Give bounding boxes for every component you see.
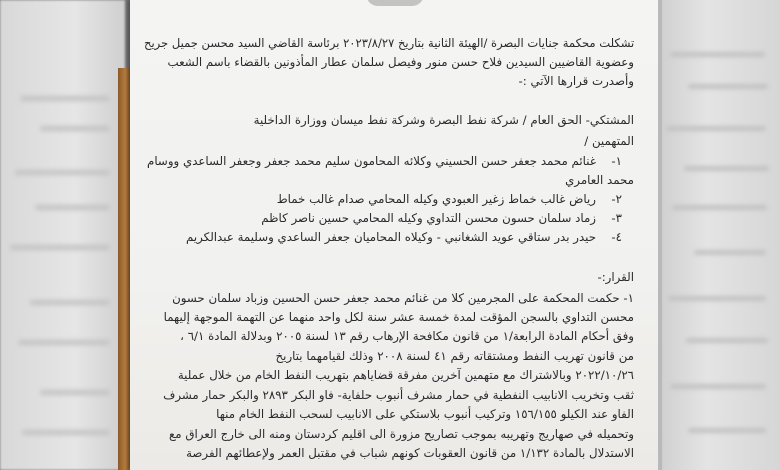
accused-label: المتهمين /	[584, 134, 634, 148]
decision-line: وتحميله في صهاريج وتهريبه بموجب تصاريح مزورة الى اقليم كردستان ومنه الى خارج العراق مع	[168, 427, 634, 441]
complainant-line: المشتكي- الحق العام / شركة نفط البصرة وشركة نفط ميسان ووزارة الداخلية	[253, 113, 634, 127]
intro-line: وأصدرت قرارها الآتي :-	[518, 74, 634, 88]
intro-line: وعضوية القاضيين السيدين فلاح حسن منور وفيصل سلمان عطار المأذونين بالقضاء باسم الشعب	[167, 55, 634, 69]
accused-number: ٤-	[611, 230, 622, 244]
decision-line: ١- حكمت المحكمة على المجرمين كلا من غنائم محمد جعفر حسن الحسين وزباد سلمان حسون	[172, 291, 634, 305]
accused-line: زماد سلمان حسون محسن التداوي وكيله المحامي حسين ناصر كاظم	[261, 211, 596, 225]
decision-line: ٢٠٢٢/١٠/٢٦ وبالاشتراك مع متهمين آخرين مفرقة قضاياهم بتهريب النفط الخام من خلال عملية	[177, 368, 634, 382]
accused-line: رياض غالب خماط زغير العبودي وكيله المحامي صدام غالب خماط	[276, 192, 596, 206]
page-edge	[658, 0, 662, 470]
decision-line: وفق أحكام المادة الرابعة/١ من قانون مكافحة الإرهاب رقم ١٣ لسنة ٢٠٠٥ وبدلالة المادة ٦/١ ،	[180, 329, 634, 343]
accused-line: محمد العامري	[565, 173, 634, 187]
accused-number: ٣-	[611, 211, 622, 225]
decision-line: من قانون تهريب النفط ومشتقاته رقم ٤١ لسنة ٢٠٠٨ وذلك لقيامهما بتاريخ	[275, 349, 634, 363]
emblem-shadow	[366, 0, 424, 6]
document-page	[130, 0, 658, 470]
decision-line: ثقب وتخريب الانابيب النفطية في حمار مشرف أنبوب حلفاية- فاو البكر ٢٨٩٣ والبكر حمار مشرف	[163, 388, 634, 402]
accused-number: ٢-	[611, 192, 622, 206]
blurred-right-background	[658, 0, 780, 470]
decision-line: الفاو عند الكيلو ١٥٦/١٥٥ وتركيب أنبوب بلاستكي على الانابيب لسحب النفط الخام منها	[216, 407, 634, 421]
intro-line: تشكلت محكمة جنايات البصرة /الهيئة الثانية بتاريخ ٢٠٢٣/٨/٢٧ برئاسة القاضي السيد محسن جميل جريح	[143, 36, 634, 50]
accused-line: غنائم محمد جعفر حسن الحسيني وكلائه المحامون سليم محمد جعفر وجعفر الساعدي ووسام	[147, 154, 596, 168]
accused-line: حيدر بدر ستاقي عويد الشغانبي - وكيلاه المحاميان جعفر الساعدي وسليمة عبدالكريم	[186, 230, 596, 244]
decision-line: الاستدلال بالمادة ١/١٣٢ من قانون العقوبات كونهم شباب في مقتبل العمر ولإعطائهم الفرصة	[186, 446, 634, 460]
decision-line: محسن التداوي بالسجن المؤقت لمدة خمسة عشر سنة لكل واحد منهما عن التهمة الموجهة إليهما	[163, 310, 634, 324]
blurred-left-background	[0, 0, 125, 470]
accused-number: ١-	[611, 154, 622, 168]
decision-label: القرار:-	[597, 270, 634, 284]
